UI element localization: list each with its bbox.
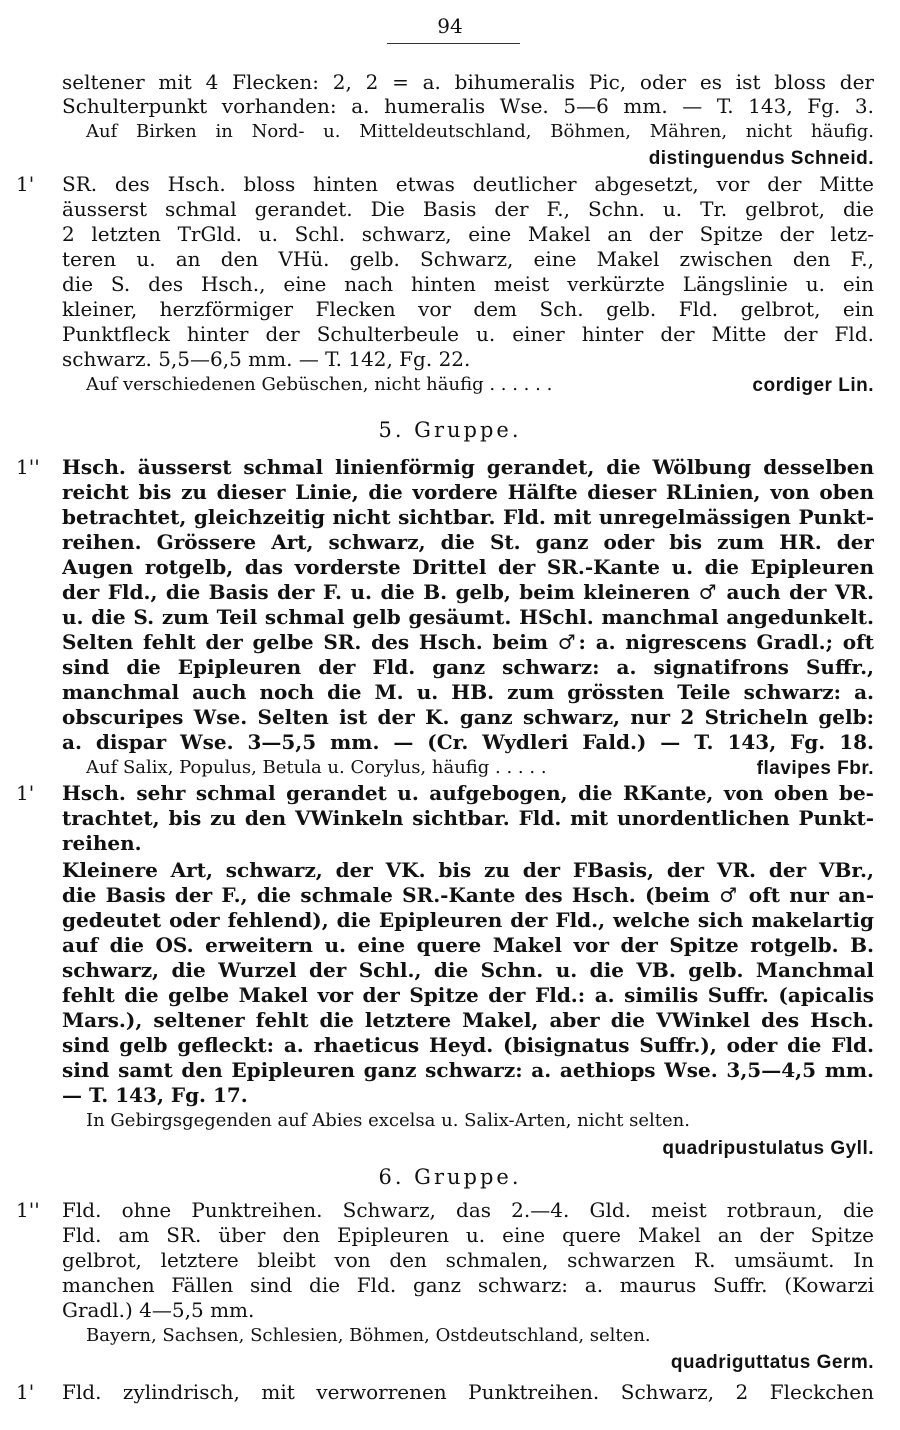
text-line: reihen. Grössere Art, schwarz, die St. ganz oder bis zum HR. der <box>62 530 874 554</box>
text-line: Fld. am SR. über den Epipleuren u. eine quere Makel an der Spitze <box>62 1223 874 1247</box>
text-line: 2 letzten TrGld. u. Schl. schwarz, eine Makel an der Spitze der letz- <box>62 222 874 246</box>
text-line: sind die Epipleuren der Fld. ganz schwarz: a. signatifrons Suffr., <box>62 655 874 679</box>
habitat-line: Bayern, Sachsen, Schlesien, Böhmen, Ostdeutschland, selten. <box>86 1325 651 1346</box>
text-line: Schulterpunkt vorhanden: a. humeralis Wse. 5—6 mm. — T. 143, Fg. 3. <box>62 94 874 118</box>
text-line: obscuripes Wse. Selten ist der K. ganz schwarz, nur 2 Stricheln gelb: <box>62 705 874 729</box>
text-line: Gradl.) 4—5,5 mm. <box>62 1298 255 1322</box>
text-line: trachtet, bis zu den VWinkeln sichtbar. Fld. mit unordentlichen Punkt- <box>62 806 874 830</box>
text-line: Fld. ohne Punktreihen. Schwarz, das 2.—4. Gld. meist rotbraun, die <box>62 1198 874 1222</box>
text-line: äusserst schmal gerandet. Die Basis der F., Schn. u. Tr. gelbrot, die <box>62 197 874 221</box>
species-name: quadriguttatus Germ. <box>670 1352 874 1373</box>
text-line: betrachtet, gleichzeitig nicht sichtbar. Fld. mit unregelmässigen Punkt- <box>62 505 874 529</box>
text-line: sind gelb gefleckt: a. rhaeticus Heyd. (bisignatus Suffr.), oder die Fld. <box>62 1033 874 1057</box>
text-line: teren u. an den VHü. gelb. Schwarz, eine Makel zwischen den F., <box>62 247 874 271</box>
text-line: reicht bis zu dieser Linie, die vordere Hälfte dieser RLinien, von oben <box>62 480 874 504</box>
text-line: gelbrot, letztere bleibt von den schmalen, schwarzen R. umsäumt. In <box>62 1248 874 1272</box>
key-marker: 1'' <box>16 455 40 479</box>
text-line: manchmal auch noch die M. u. HB. zum grössten Teile schwarz: a. <box>62 680 874 704</box>
text-line: Punktfleck hinter der Schulterbeule u. einer hinter der Mitte der Fld. <box>62 322 874 346</box>
text-line: schwarz, die Wurzel der Schl., die Schn. u. die VB. gelb. Manchmal <box>62 958 874 982</box>
page-number: 94 <box>437 14 463 38</box>
key-marker: 1' <box>16 1380 35 1404</box>
text-line: a. dispar Wse. 3—5,5 mm. — (Cr. Wydleri Fald.) — T. 143, Fg. 18. <box>62 730 874 754</box>
text-line: Selten fehlt der gelbe SR. des Hsch. beim ♂: a. nigrescens Gradl.; oft <box>62 630 874 654</box>
text-line: seltener mit 4 Flecken: 2, 2 = a. bihumeralis Pic, oder es ist bloss der <box>62 70 874 94</box>
habitat-line: Auf verschiedenen Gebüschen, nicht häufig . . . . . . <box>86 374 553 395</box>
text-line: die Basis der F., die schmale SR.-Kante des Hsch. (beim ♂ oft nur an- <box>62 883 874 907</box>
key-marker: 1'' <box>16 1198 40 1222</box>
text-line: der Fld., die Basis der F. u. die B. gelb, beim kleineren ♂ auch der VR. <box>62 580 874 604</box>
species-name: flavipes Fbr. <box>756 758 874 779</box>
text-line: manchen Fällen sind die Fld. ganz schwarz: a. maurus Suffr. (Kowarzi <box>62 1273 874 1297</box>
text-line: schwarz. 5,5—6,5 mm. — T. 142, Fg. 22. <box>62 347 471 371</box>
text-line: u. die S. zum Teil schmal gelb gesäumt. HSchl. manchmal angedunkelt. <box>62 605 874 629</box>
text-line: SR. des Hsch. bloss hinten etwas deutlicher abgesetzt, vor der Mitte <box>62 172 874 196</box>
species-name: distinguendus Schneid. <box>648 148 874 169</box>
group-heading: 6. Gruppe. <box>378 1165 522 1189</box>
species-name: cordiger Lin. <box>752 375 874 396</box>
text-line: gedeutet oder fehlend), die Epipleuren der Fld., welche sich makelartig <box>62 908 874 932</box>
text-line: Hsch. äusserst schmal linienförmig gerandet, die Wölbung desselben <box>62 455 874 479</box>
group-heading: 5. Gruppe. <box>378 418 522 442</box>
habitat-line: Auf Birken in Nord- u. Mitteldeutschland, Böhmen, Mähren, nicht häufig. <box>86 121 874 142</box>
text-line: sind samt den Epipleuren ganz schwarz: a. aethiops Wse. 3,5—4,5 mm. <box>62 1058 874 1082</box>
text-line: kleiner, herzförmiger Flecken vor dem Sch. gelb. Fld. gelbrot, ein <box>62 297 874 321</box>
key-marker: 1' <box>16 781 35 805</box>
text-line: reihen. <box>62 831 142 855</box>
header-rule <box>387 43 520 44</box>
text-line: Mars.), seltener fehlt die letztere Makel, aber die VWinkel des Hsch. <box>62 1008 874 1032</box>
text-line: Fld. zylindrisch, mit verworrenen Punktreihen. Schwarz, 2 Fleckchen <box>62 1380 874 1404</box>
habitat-line: In Gebirgsgegenden auf Abies excelsa u. Salix-Arten, nicht selten. <box>86 1110 690 1131</box>
text-line: Kleinere Art, schwarz, der VK. bis zu der FBasis, der VR. der VBr., <box>62 858 874 882</box>
text-line: — T. 143, Fg. 17. <box>62 1083 248 1107</box>
text-line: die S. des Hsch., eine nach hinten meist verkürzte Längslinie u. ein <box>62 272 874 296</box>
text-line: Augen rotgelb, das vorderste Drittel der SR.-Kante u. die Epipleuren <box>62 555 874 579</box>
text-line: fehlt die gelbe Makel vor der Spitze der Fld.: a. similis Suffr. (apicalis <box>62 983 874 1007</box>
text-line: Hsch. sehr schmal gerandet u. aufgebogen, die RKante, von oben be- <box>62 781 874 805</box>
species-name: quadripustulatus Gyll. <box>662 1138 874 1159</box>
habitat-line: Auf Salix, Populus, Betula u. Corylus, häufig . . . . . <box>86 757 547 778</box>
key-marker: 1' <box>16 172 35 196</box>
text-line: auf die OS. erweitern u. eine quere Makel vor der Spitze rotgelb. B. <box>62 933 874 957</box>
